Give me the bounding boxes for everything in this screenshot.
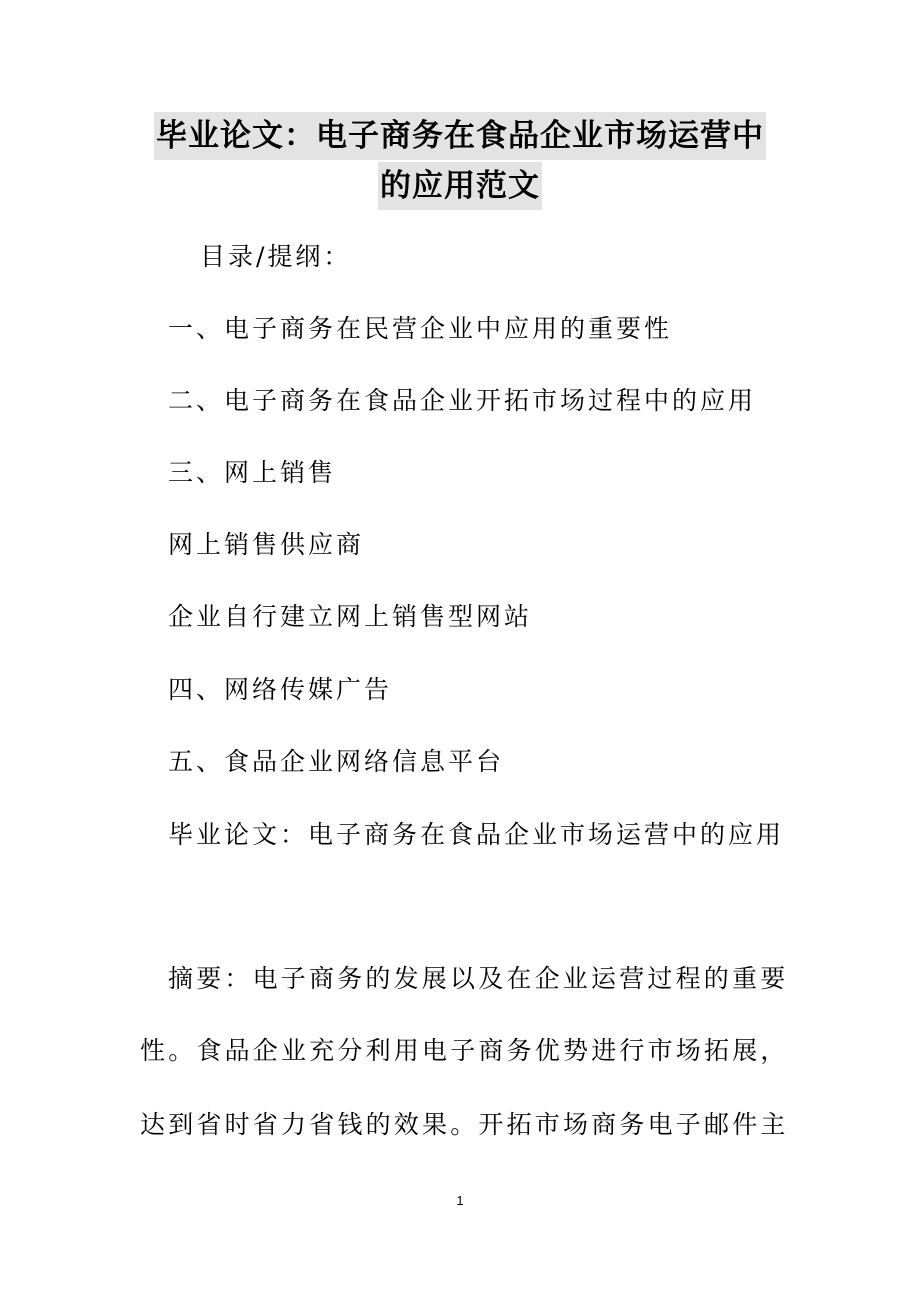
toc-item: 二、电子商务在食品企业开拓市场过程中的应用 <box>168 386 757 415</box>
abstract-line: 摘要：电子商务的发展以及在企业运营过程的重要 <box>168 964 789 993</box>
toc-label: 目录/提纲： <box>200 242 352 271</box>
toc-item: 一、电子商务在民营企业中应用的重要性 <box>168 314 673 343</box>
document-title <box>0 112 920 210</box>
title-line-1: 毕业论文：电子商务在食品企业市场运营中 <box>154 112 766 160</box>
toc-item: 五、食品企业网络信息平台 <box>168 747 505 776</box>
title-line-2: 的应用范文 <box>378 162 542 210</box>
abstract-line: 达到省时省力省钱的效果。开拓市场商务电子邮件主 <box>140 1110 789 1139</box>
page-number: 1 <box>456 1193 464 1208</box>
abstract-line: 性。食品企业充分利用电子商务优势进行市场拓展， <box>140 1036 789 1065</box>
toc-item: 企业自行建立网上销售型网站 <box>168 602 533 631</box>
toc-item: 四、网络传媒广告 <box>168 675 393 704</box>
paper-subtitle: 毕业论文：电子商务在食品企业市场运营中的应用 <box>168 820 785 849</box>
toc-item: 三、网上销售 <box>168 458 337 487</box>
toc-item: 网上销售供应商 <box>168 530 365 559</box>
